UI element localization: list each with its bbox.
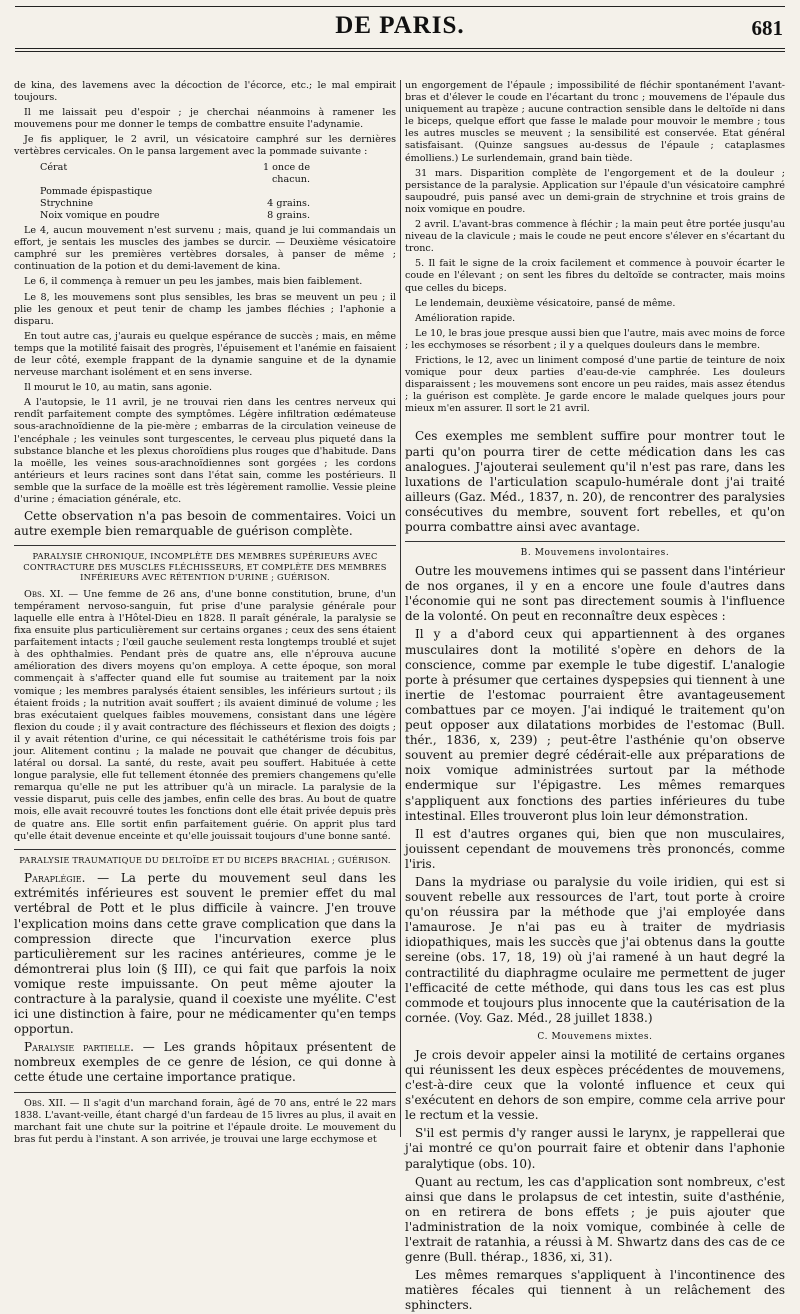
section-rule: [14, 1092, 396, 1093]
case-paragraph: Le lendemain, deuxième vésicatoire, pansé de même.: [415, 297, 676, 309]
commentary-paragraph: Cette observation n'a pas besoin de commentaires. Voici un autre exemple bien remarquable de guérison complète.: [14, 509, 396, 539]
recipe-ingredient: Pommade épispastique: [40, 185, 153, 197]
case-paragraph: un engorgement de l'épaule ; impossibilité de fléchir spontanément l'avant-bras et d'élever le coude en l'écartant du tronc ; mouvemens de l'épaule dus uniquement au trapèze ; aucune contraction sensible dans le deltoïde ni dans le biceps, quelque effort que fasse le malade pour mouvoir le membre ; tous les autres muscles se meuvent ; la sensibilité est conservée. Etat général satisfaisant. (Quinze sangsues au-dessus de l'épaule ; cataplasmes émolliens.) Le surlendemain, grand bain tiède.: [405, 80, 785, 164]
recipe-quantity: 1 once de chacun.: [262, 161, 310, 185]
recipe-row: [40, 186, 310, 198]
case-paragraph: En tout autre cas, j'aurais eu quelque espérance de succès ; mais, en même temps que la motilité faisait des progrès, l'épuisement et l'anémie en faisaient de leur côté, exemple frappant de la dynamie sanguine et de la dynamie nerveuse marchant isolément et en sens inverse.: [14, 330, 396, 379]
case-paragraph: 5. Il fait le signe de la croix facilement et commence à pouvoir écarter le coude en l'élevant ; on sent les fibres du deltoïde se contracter, mais moins que celles du biceps.: [405, 258, 785, 294]
paraplegie-paragraph: [14, 871, 396, 1037]
partielle-text: — Les grands hôpitaux présentent de nombreux exemples de ce genre de lésion, ce qui donne à cette étude une certaine importance pratique.: [14, 1040, 397, 1085]
recipe-row: [40, 210, 310, 222]
recipe-row: [40, 198, 310, 210]
masthead: [15, 6, 785, 64]
obs11-paragraph: [14, 589, 396, 843]
involontaires-paragraph: Dans la mydriase ou paralysie du voile iridien, qui est si souvent rebelle aux ressources de l'art, tout porte à croire qu'on réussira par la méthode que j'ai employée dans l'amaurose. Je n'ai pas eu à traiter de mydriasis idiopathiques, mais les succès que j'ai obtenus dans la goutte sereine (obs. 17, 18, 19) où j'ai ramené à un haut degré la contractilité du diaphragme oculaire me permettent de juger l'efficacité de cette méthode, qui dans tous les cas est plus commode et toujours plus innocente que la cautérisation de la cornée. (Voy. Gaz. Méd., 28 juillet 1838.): [405, 874, 786, 1025]
intro-paragraph: Il me laissait peu d'espoir ; je cherchai néanmoins à ramener les mouvemens pour me donner le temps de combattre ensuite l'adynamie.: [14, 107, 396, 131]
masthead-top-rule: [15, 6, 785, 7]
case-paragraph: Frictions, le 12, avec un liniment composé d'une partie de teinture de noix vomique pour deux parties d'eau-de-vie camphrée. Les douleurs disparaissent ; les mouvemens sont encore un peu raides, mais assez étendus ; la guérison est complète. Je garde encore le malade quelques jours pour mieux m'en assurer. Il sort le 21 avril.: [405, 354, 785, 415]
case-paragraph: Amélioration rapide.: [415, 312, 516, 324]
case-paragraph: Le 8, les mouvemens sont plus sensibles, les bras se meuvent un peu ; il plie les genoux et peut tenir de champ les jambes fléchies ; l'aphonie a disparu.: [14, 291, 396, 327]
mixtes-paragraph: Quant au rectum, les cas d'application sont nombreux, c'est ainsi que dans le prolapsus de cet intestin, suite d'asthénie, on en retirera de bons effets ; je puis ajouter que l'administration de la noix vomique, combinée à celle de l'extrait de ratanhia, a réussi à M. Shwartz dans des cas de ce genre (Bull. thérap., 1836, xi, 31).: [405, 1174, 785, 1265]
right-column: [405, 80, 786, 1313]
conclusion-paragraph: Ces exemples me semblent suffire pour montrer tout le parti qu'on pourra tirer de cette médication dans les cas analogues. J'ajouterai seulement qu'il n'est pas rare, dans les luxations de l'articulation scapulo-humérale dont j'ai traité ailleurs (Gaz. Méd., 1837, n. 20), de rencontrer des paralysies consécutives du membre, souvent fort rebelles, et qu'on pourra combattre ainsi avec avantage.: [405, 429, 785, 534]
intro-paragraph: de kina, des lavemens avec la décoction de l'écorce, etc.; le mal empirait toujours.: [14, 80, 396, 104]
recipe-ingredient: Strychnine: [40, 197, 94, 209]
obs12-label: Obs. XII.: [24, 1097, 67, 1109]
mixtes-paragraph: Je crois devoir appeler ainsi la motilité de certains organes qui réunissent les deux espèces précédentes de mouvemens, c'est-à-dire ceux que la volonté influence et ceux qui s'exécutent en dehors de son empire, comme cela arrive pour le rectum et la vessie.: [405, 1047, 785, 1123]
partielle-paragraph: [14, 1040, 396, 1085]
page-number: 681: [751, 16, 783, 40]
case-paragraph: A l'autopsie, le 11 avril, je ne trouvai rien dans les centres nerveux qui rendît parfaitement compte des symptômes. Légère infiltration œdémateuse sous-arachnoïdienne de la pie-mère ; embarras de la circulation veineuse de l'encéphale ; les veinules sont turgescentes, le cerveau plus piqueté dans la substance blanche et les plexus choroïdiens plus rouges que d'habitude. Dans la moëlle, les veines sous-arachnoïdiennes sont gorgées ; les cordons antérieurs et leurs racines sont dans l'état sain, comme les postérieurs. Il semble que la surface de la moëlle est très légèrement ramollie. Vessie pleine d'urine ; émaciation générale, etc.: [14, 397, 396, 505]
paraplegie-text: — La perte du mouvement seul dans les extrémités inférieures est souvent le premier effet du mal vertébral de Pott et le plus difficile à vaincre. J'en trouve l'explication moins dans cette grave complication que dans la compression directe que l'incurvation exerce plus particulièrement sur les racines antérieures, comme je le démontrerai plus loin (§ III), ce qui fait que parfois la noix vomique reste impuissante. On peut même ajouter la contracture à la paralysie, quand il coexiste une myélite. C'est ici une distinction à faire, pour ne médicamenter qu'en temps opportun.: [14, 871, 396, 1037]
obs11-text: — Une femme de 26 ans, d'une bonne constitution, brune, d'un tempérament nervoso-sanguin, fut prise d'une paralysie générale pour laquelle elle entra à l'Hôtel-Dieu en 1828. Il paraît générale, la paralysie se fixa ensuite plus particulièrement sur certains organes ; ceux des sens étaient parfaitement intacts ; l'œil gauche seulement resta longtemps troublé et sujet à des ophthalmies. Pendant près de quatre ans, elle n'éprouva aucune amélioration des divers moyens qu'on employa. A cette époque, son moral commençait à s'affecter quand elle fut soumise au traitement par la noix vomique ; les membres paralysés étaient sensibles, les inférieurs surtout ; ils étaient froids ; la nutrition avait souffert ; ils avaient diminué de volume ; les bras exécutaient quelques faibles mouvemens, consistant dans une légère flexion du coude ; il y avait contracture des fléchisseurs et flexion des doigts ; il y avait rétention d'urine, ce qui nécessitait le cathétérisme trois fois par jour. Alitement continu ; la malade ne pouvait que changer de décubitus, latéral ou dorsal. La santé, du reste, avait peu souffert. Habituée à cette longue paralysie, elle fut tellement étonnée des premiers changemens qu'elle remarqua qu'elle ne put les attribuer qu'à un miracle. La paralysie de la vessie disparut, puis celle des jambes, enfin celle des bras. Au bout de quatre mois, elle avait recouvré toutes les fonctions dont elle était privée depuis près de quatre ans. Elle sortit enfin parfaitement guérie. On apprit plus tard qu'elle était devenue enceinte et qu'elle jouissait toujours d'une bonne santé.: [14, 588, 396, 842]
obs11-heading: PARALYSIE CHRONIQUE, INCOMPLÈTE DES MEMBRES SUPÉRIEURS AVEC CONTRACTURE DES MUSCLES FLÉCHISSEURS, ET COMPLÈTE DES MEMBRES INFÉRIEURS AVEC RÉTENTION D'URINE ; GUÉRISON.: [23, 551, 387, 583]
recipe-ingredient: Cérat: [40, 161, 68, 173]
masthead-rule: [15, 48, 785, 49]
column-divider: [400, 80, 401, 1137]
obs12-text: — Il s'agit d'un marchand forain, âgé de 70 ans, entré le 22 mars 1838. L'avant-veille, étant chargé d'un fardeau de 15 livres au plus, il avait en marchant fait une chute sur la poitrine et l'épaule droite. Le mouvement du bras fut perdu à l'instant. A son arrivée, je trouvai une large ecchymose et: [14, 1097, 396, 1145]
involontaires-paragraph: Outre les mouvemens intimes qui se passent dans l'intérieur de nos organes, il y en a encore une foule d'autres dans l'économie qui ne sont pas directement soumis à l'influence de la volonté. On peut en reconnaître deux espèces :: [405, 564, 785, 624]
recipe-row: [40, 162, 310, 186]
case-paragraph: Le 6, il commença à remuer un peu les jambes, mais bien faiblement.: [24, 276, 363, 288]
intro-paragraph: Je fis appliquer, le 2 avril, un vésicatoire camphré sur les dernières vertèbres cervicales. On le pansa largement avec la pommade suivante :: [14, 134, 396, 158]
case-paragraph: Le 10, le bras joue presque aussi bien que l'autre, mais avec moins de force ; les ecchymoses se résorbent ; il y a quelques douleurs dans le membre.: [405, 327, 785, 351]
case-paragraph: 31 mars. Disparition complète de l'engorgement et de la douleur ; persistance de la paralysie. Application sur l'épaule d'un vésicatoire camphré saupoudré, puis pansé avec un demi-grain de strychnine et trois grains de noix vomique en poudre.: [405, 167, 785, 215]
case-paragraph: 2 avril. L'avant-bras commence à fléchir ; la main peut être portée jusqu'au niveau de la clavicule ; mais le coude ne peut encore s'élever en s'écartant du tronc.: [405, 219, 785, 255]
section-rule: [14, 545, 396, 546]
section-c-title: C. Mouvemens mixtes.: [537, 1031, 653, 1042]
paraplegie-label: Paraplégie.: [24, 871, 86, 886]
obs11-label: Obs. XI.: [24, 588, 64, 600]
obs12-paragraph: [14, 1098, 396, 1146]
partielle-label: Paralysie partielle.: [24, 1040, 134, 1055]
masthead-rule-double: [15, 51, 785, 52]
masthead-title: DE PARIS.: [335, 12, 465, 39]
mixtes-paragraph: S'il est permis d'y ranger aussi le larynx, je rappellerai que j'ai montré ce qu'on pourrait faire et obtenir dans l'aphonie paralytique (obs. 10).: [405, 1126, 785, 1171]
recipe-quantity: 4 grains.: [267, 197, 310, 209]
involontaires-paragraph: Il y a d'abord ceux qui appartiennent à des organes musculaires dont la motilité s'opère en dehors de la conscience, comme par exemple le tube digestif. L'analogie porte à présumer que certaines dyspepsies qui tiennent à une inertie de l'estomac pourraient être avantageusement combattues par ce moyen. J'ai indiqué le traitement qu'on peut opposer aux dilatations morbides de l'estomac (Bull. thér., 1836, x, 239) ; peut-être l'asthénie qu'on observe souvent au premier degré cédérait-elle aux préparations de noix vomique administrées surtout par la méthode endermique sur l'épigastre. Les mêmes remarques s'appliquent aux fonctions des parties inférieures du tube intestinal. Elles trouveront plus loin leur démonstration.: [405, 627, 785, 823]
recipe-ingredient: Noix vomique en poudre: [40, 209, 160, 221]
case-paragraph: Il mourut le 10, au matin, sans agonie.: [24, 382, 213, 394]
left-column: [14, 80, 397, 1145]
section-rule: [405, 541, 785, 542]
section-rule: [14, 849, 396, 850]
mixtes-paragraph: Les mêmes remarques s'appliquent à l'incontinence des matières fécales qui tiennent à un relâchement des sphincters.: [405, 1268, 785, 1313]
deltoid-heading: PARALYSIE TRAUMATIQUE DU DELTOÏDE ET DU BICEPS BRACHIAL ; GUÉRISON.: [19, 854, 391, 865]
case-paragraph: Le 4, aucun mouvement n'est survenu ; mais, quand je lui commandais un effort, je sentais les muscles des jambes se durcir. — Deuxième vésicatoire camphré sur les premières vertèbres dorsales, à panser de même ; continuation de la potion et du demi-lavement de kina.: [14, 225, 396, 273]
recipe: [40, 162, 396, 222]
recipe-quantity: 8 grains.: [267, 209, 310, 221]
involontaires-paragraph: Il est d'autres organes qui, bien que non musculaires, jouissent cependant de mouvemens très prononcés, comme l'iris.: [405, 826, 785, 871]
recipe-quantity: [230, 186, 310, 198]
section-b-title: B. Mouvemens involontaires.: [520, 548, 670, 559]
